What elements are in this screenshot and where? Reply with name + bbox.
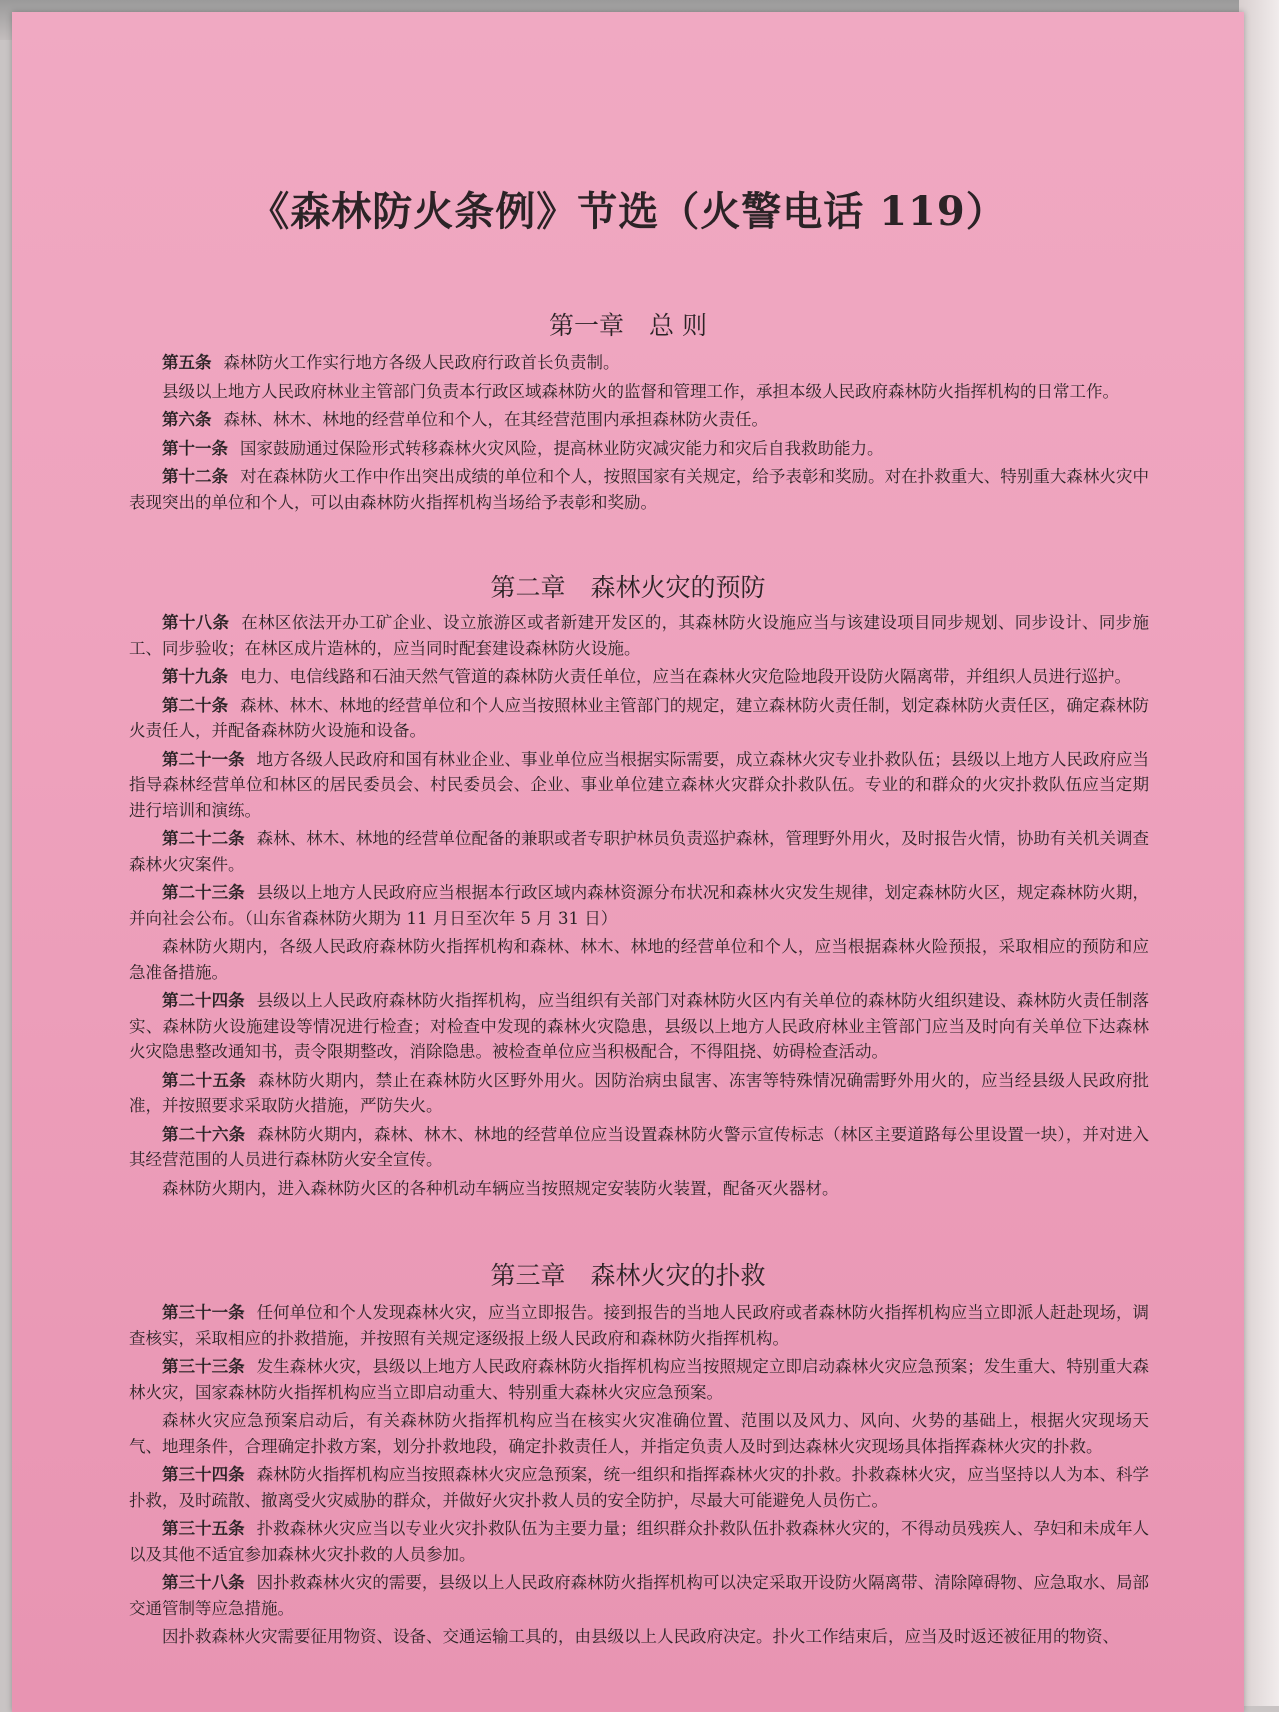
chapter-heading: 第三章 森林火灾的扑救 <box>490 1261 766 1290</box>
chapter-heading: 第一章 总 则 <box>549 311 707 340</box>
article-number: 第三十四条 <box>162 1465 245 1484</box>
article-text: 任何单位和个人发现森林火灾，应当立即报告。接到报告的当地人民政府或者森林防火指挥机构应当立即派人赶赴现场，调查核实，采取相应的扑救措施，并按照有关规定逐级报上级人民政府和森林防火指挥机构。 <box>129 1303 1150 1348</box>
article-paragraph <box>129 747 1149 824</box>
article-paragraph <box>129 664 1149 690</box>
article-text: 国家鼓励通过保险形式转移森林火灾风险，提高林业防灾减灾能力和灾后自我救助能力。 <box>240 438 884 458</box>
article-text: 森林火灾应急预案启动后，有关森林防火指挥机构应当在核实火灾准确位置、范围以及风力、风向、火势的基础上，根据火灾现场天气、地理条件，合理确定扑救方案，划分扑救地段，确定扑救责任人，并指定负责人及时到达森林火灾现场具体指挥森林火灾的扑救。 <box>129 1411 1149 1456</box>
article-text: 森林、林木、林地的经营单位配备的兼职或者专职护林员负责巡护森林，管理野外用火，及时报告火情，协助有关机关调查森林火灾案件。 <box>129 829 1150 874</box>
article-text: 森林防火期内，各级人民政府森林防火指挥机构和森林、林木、林地的经营单位和个人，应当根据森林火险预报，采取相应的预防和应急准备措施。 <box>129 937 1149 982</box>
article-text: 在林区依法开办工矿企业、设立旅游区或者新建开发区的，其森林防火设施应当与该建设项目同步规划、同步设计、同步施工、同步验收；在林区成片造林的，应当同时配套建设森林防火设施。 <box>129 613 1150 658</box>
article-number: 第六条 <box>162 410 212 429</box>
article-number: 第十一条 <box>162 438 228 458</box>
article-paragraph <box>129 379 1149 405</box>
chapter-body <box>129 350 1149 518</box>
article-paragraph <box>129 1068 1149 1119</box>
article-paragraph <box>129 1462 1149 1513</box>
article-number: 第二十二条 <box>162 829 245 848</box>
article-number: 第二十条 <box>162 695 229 715</box>
article-text: 对在森林防火工作中作出突出成绩的单位和个人，按照国家有关规定，给予表彰和奖励。对在扑救重大、特别重大森林火灾中表现突出的单位和个人，可以由森林防火指挥机构当场给予表彰和奖励。 <box>129 467 1150 512</box>
article-text: 县级以上人民政府森林防火指挥机构，应当组织有关部门对森林防火区内有关单位的森林防火组织建设、森林防火责任制落实、森林防火设施建设等情况进行检查；对检查中发现的森林火灾隐患，县级以上地方人民政府林业主管部门应当及时向有关单位下达森林火灾隐患整改通知书，责令限期整改，消除隐患。被检查单位应当积极配合，不得阻挠、妨碍检查活动。 <box>129 991 1150 1061</box>
article-text: 因扑救森林火灾需要征用物资、设备、交通运输工具的，由县级以上人民政府决定。扑火工作结束后，应当及时返还被征用的物资、 <box>162 1627 1119 1646</box>
article-paragraph <box>129 464 1149 515</box>
article-paragraph <box>129 826 1149 877</box>
article-paragraph <box>129 1516 1149 1567</box>
article-number: 第二十三条 <box>162 883 245 902</box>
article-text: 森林防火指挥机构应当按照森林火灾应急预案，统一组织和指挥森林火灾的扑救。扑救森林火灾，应当坚持以人为本、科学扑救，及时疏散、撤离受火灾威胁的群众，并做好火灾扑救人员的安全防护，尽最大可能避免人员伤亡。 <box>129 1465 1150 1510</box>
article-number: 第三十三条 <box>162 1357 245 1376</box>
chapter-body <box>129 610 1149 1204</box>
article-text: 森林、林木、林地的经营单位和个人应当按照林业主管部门的规定，建立森林防火责任制，划定森林防火责任区，确定森林防火责任人，并配备森林防火设施和设备。 <box>129 695 1150 740</box>
article-number: 第十八条 <box>162 613 230 632</box>
article-number: 第五条 <box>162 353 212 372</box>
article-text: 地方各级人民政府和国有林业企业、事业单位应当根据实际需要，成立森林火灾专业扑救队伍；县级以上地方人民政府应当指导森林经营单位和林区的居民委员会、村民委员会、企业、事业单位建立森林火灾群众扑救队伍。专业的和群众的火灾扑救队伍应当定期进行培训和演练。 <box>129 749 1150 820</box>
article-number: 第二十五条 <box>162 1070 247 1090</box>
article-text: 森林防火期内，禁止在森林防火区野外用火。因防治病虫鼠害、冻害等特殊情况确需野外用火的，应当经县级人民政府批准，并按照要求采取防火措施，严防失火。 <box>129 1070 1150 1115</box>
article-paragraph <box>129 1624 1149 1650</box>
article-text: 森林防火期内，进入森林防火区的各种机动车辆应当按照规定安装防火装置，配备灭火器材。 <box>162 1178 839 1198</box>
article-paragraph <box>129 880 1149 931</box>
article-number: 第三十五条 <box>162 1519 245 1538</box>
article-paragraph <box>129 1122 1149 1173</box>
article-paragraph <box>129 1176 1149 1202</box>
article-paragraph <box>129 1300 1149 1351</box>
document-sheet <box>12 12 1244 1712</box>
article-number: 第三十八条 <box>162 1573 245 1592</box>
article-text: 森林防火期内，森林、林木、林地的经营单位应当设置森林防火警示宣传标志（林区主要道路每公里设置一块），并对进入其经营范围的人员进行森林防火安全宣传。 <box>129 1124 1150 1169</box>
article-paragraph <box>129 934 1149 985</box>
article-number: 第二十一条 <box>162 749 245 769</box>
article-paragraph <box>129 1354 1149 1405</box>
article-number: 第二十六条 <box>162 1124 246 1144</box>
article-text: 因扑救森林火灾的需要，县级以上人民政府森林防火指挥机构可以决定采取开设防火隔离带、清除障碍物、应急取水、局部交通管制等应急措施。 <box>129 1573 1150 1618</box>
article-number: 第十二条 <box>162 467 229 486</box>
article-number: 第二十四条 <box>162 991 245 1010</box>
article-text: 电力、电信线路和石油天然气管道的森林防火责任单位，应当在森林火灾危险地段开设防火隔离带，并组织人员进行巡护。 <box>240 667 1131 686</box>
article-text: 森林防火工作实行地方各级人民政府行政首长负责制。 <box>223 353 620 372</box>
article-number: 第十九条 <box>162 667 228 686</box>
article-text: 扑救森林火灾应当以专业火灾扑救队伍为主要力量；组织群众扑救队伍扑救森林火灾的，不得动员残疾人、孕妇和未成年人以及其他不适宜参加森林火灾扑救的人员参加。 <box>129 1519 1150 1564</box>
article-paragraph <box>129 693 1149 744</box>
chapter-body <box>129 1300 1149 1653</box>
backdrop-right <box>1239 0 1279 1706</box>
article-paragraph <box>129 988 1149 1065</box>
document-title: 《森林防火条例》节选（火警电话 119） <box>249 188 1007 235</box>
article-text: 森林、林木、林地的经营单位和个人，在其经营范围内承担森林防火责任。 <box>223 410 768 429</box>
article-paragraph <box>129 1408 1149 1459</box>
article-text: 县级以上地方人民政府林业主管部门负责本行政区域森林防火的监督和管理工作，承担本级人民政府森林防火指挥机构的日常工作。 <box>162 381 1119 401</box>
chapter-heading: 第二章 森林火灾的预防 <box>490 573 766 602</box>
article-paragraph <box>129 350 1149 376</box>
article-number: 第三十一条 <box>162 1303 245 1322</box>
article-paragraph <box>129 407 1149 433</box>
article-paragraph <box>129 436 1149 462</box>
article-paragraph <box>129 610 1149 661</box>
article-text: 县级以上地方人民政府应当根据本行政区域内森林资源分布状况和森林火灾发生规律，划定森林防火区，规定森林防火期，并向社会公布。（山东省森林防火期为 11 月日至次年 5 月 31 日） <box>129 883 1150 928</box>
article-text: 发生森林火灾，县级以上地方人民政府森林防火指挥机构应当按照规定立即启动森林火灾应急预案；发生重大、特别重大森林火灾，国家森林防火指挥机构应当立即启动重大、特别重大森林火灾应急预案。 <box>129 1357 1150 1402</box>
article-paragraph <box>129 1570 1149 1621</box>
